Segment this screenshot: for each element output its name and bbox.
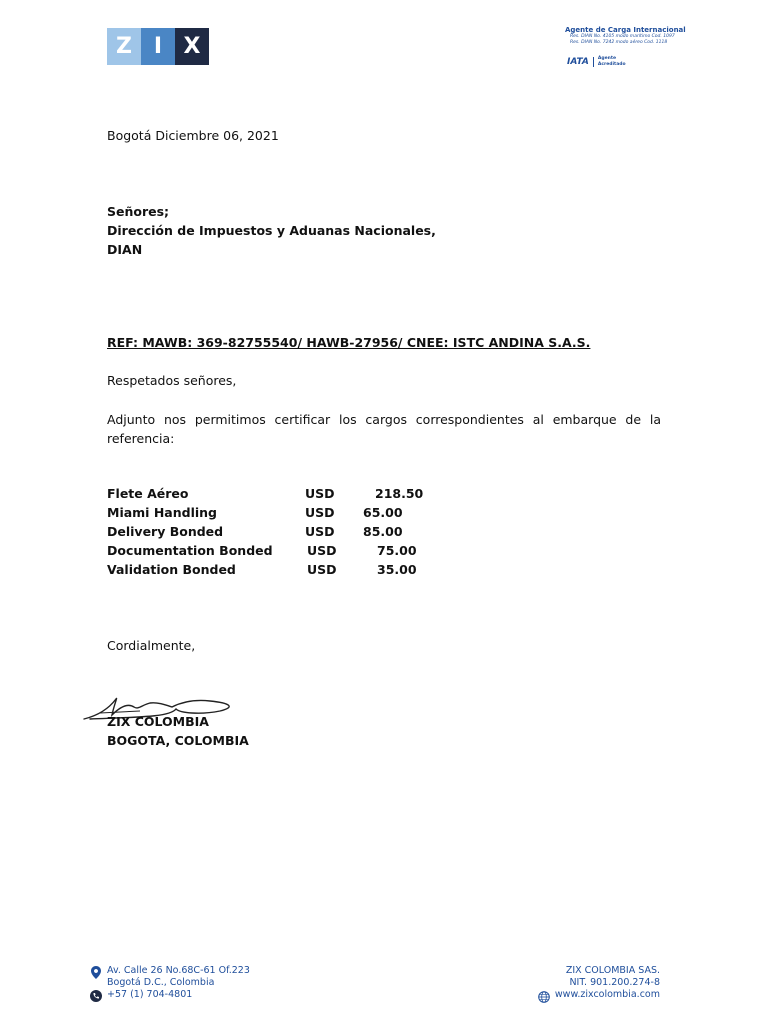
letter-date: Bogotá Diciembre 06, 2021 [107, 128, 279, 143]
charge-currency: USD [307, 543, 337, 558]
iata-badge [567, 56, 626, 68]
charge-name: Validation Bonded [107, 562, 236, 577]
zix-logo [107, 28, 209, 65]
charge-name: Miami Handling [107, 505, 217, 520]
agent-res-maritime: Res. DIAN No. 4105 modo marítimo Cod. 1097 [570, 34, 675, 39]
charges-table [107, 486, 507, 581]
iata-accredited-line-1: Agente [597, 56, 617, 61]
charge-row [107, 543, 507, 562]
globe-icon [538, 991, 550, 1003]
footer-website[interactable]: www.zixcolombia.com [554, 989, 660, 1000]
charge-row [107, 562, 507, 581]
closing: Cordialmente, [107, 638, 196, 653]
charge-row [107, 505, 507, 524]
footer-address-1: Av. Calle 26 No.68C-61 Of.223 [107, 965, 250, 976]
footer-nit: NIT. 901.200.274-8 [569, 977, 660, 988]
agent-accreditation [565, 26, 695, 46]
recipient-line-3: DIAN [107, 242, 143, 257]
recipient-line-1: Señores; [107, 204, 170, 219]
recipient-line-2: Dirección de Impuestos y Aduanas Nacionales, [107, 223, 436, 238]
logo-letter-x: X [175, 28, 209, 65]
charge-name: Documentation Bonded [107, 543, 273, 558]
letter-body: Adjunto nos permitimos certificar los cargos correspondientes al embarque de la referencia: [107, 412, 661, 446]
agent-res-air: Res. DIAN No. 7242 modo aéreo Cod. 1118 [570, 40, 668, 45]
agent-title: Agente de Carga Internacional [565, 26, 686, 34]
charge-currency: USD [307, 562, 337, 577]
iata-logo: IATA [567, 57, 594, 67]
greeting: Respetados señores, [107, 373, 237, 388]
footer-phone: +57 (1) 704-4801 [107, 989, 193, 1000]
charge-amount: 65.00 [363, 505, 403, 520]
charge-row [107, 486, 507, 505]
logo-letter-z: Z [107, 28, 141, 65]
reference-line: REF: MAWB: 369-82755540/ HAWB-27956/ CNEE: ISTC ANDINA S.A.S. [107, 335, 591, 350]
phone-icon [90, 990, 102, 1002]
footer-company-info [555, 965, 660, 1001]
signer-city: BOGOTA, COLOMBIA [107, 733, 249, 748]
charge-amount: 75.00 [377, 543, 417, 558]
footer-company: ZIX COLOMBIA SAS. [565, 965, 660, 976]
charge-name: Delivery Bonded [107, 524, 224, 539]
logo-letter-i: I [141, 28, 175, 65]
charge-name: Flete Aéreo [107, 486, 189, 501]
location-pin-icon [91, 966, 101, 979]
charge-currency: USD [305, 505, 335, 520]
charge-currency: USD [305, 524, 335, 539]
charge-currency: USD [305, 486, 335, 501]
charge-amount: 85.00 [363, 524, 403, 539]
footer-address-2: Bogotá D.C., Colombia [107, 977, 215, 988]
footer-contact [107, 965, 250, 1001]
iata-accredited [598, 56, 626, 68]
signer-company: ZIX COLOMBIA [107, 714, 209, 729]
charge-row [107, 524, 507, 543]
charge-amount: 218.50 [375, 486, 424, 501]
iata-accredited-line-2: Acreditado [597, 62, 626, 67]
charge-amount: 35.00 [377, 562, 417, 577]
